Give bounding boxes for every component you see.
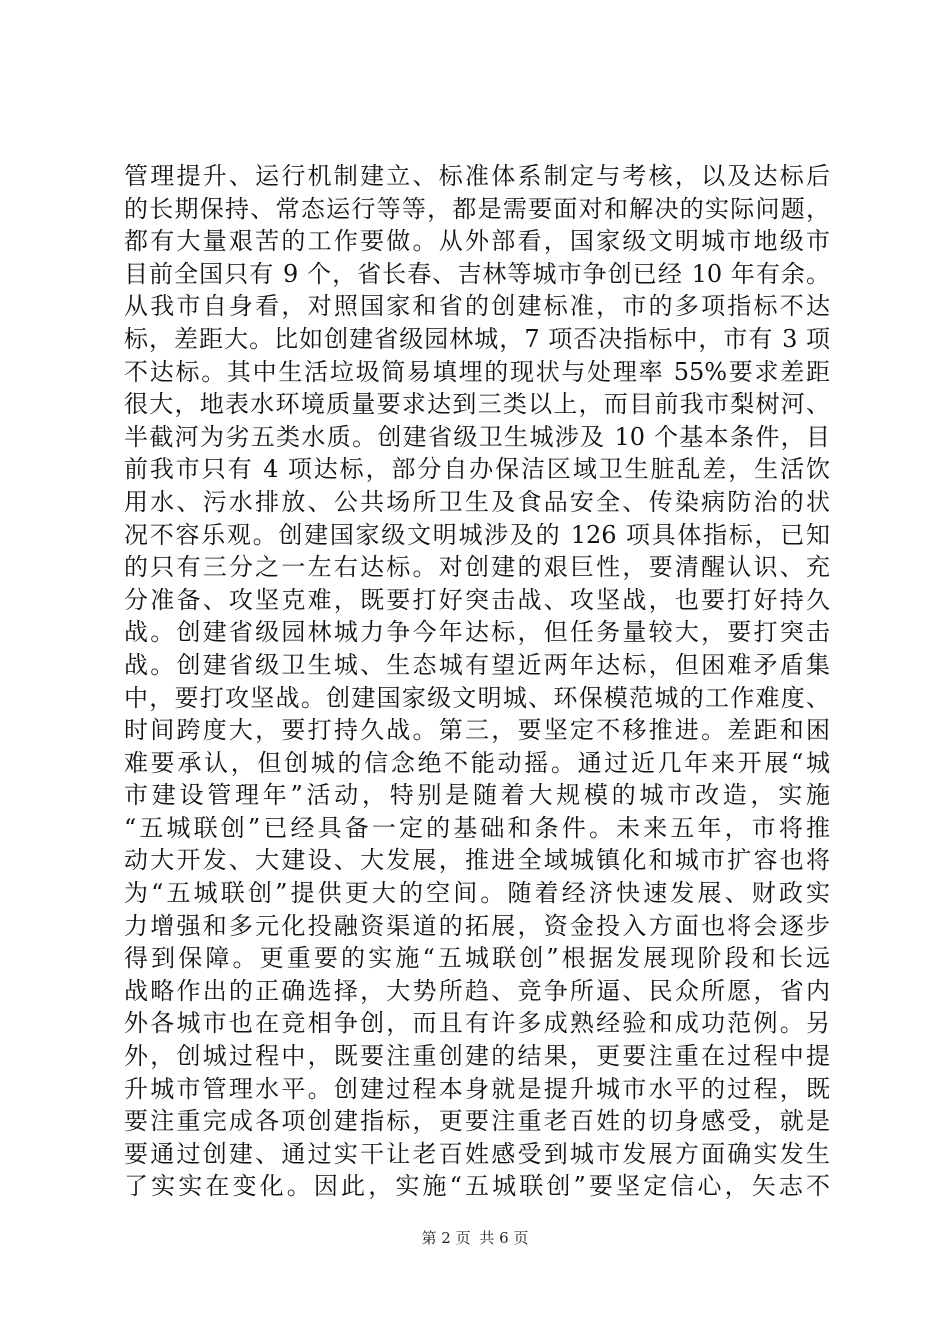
text-line: 为“五城联创”提供更大的空间。随着经济快速发展、财政实 (124, 879, 830, 908)
text-line: 外各城市也在竞相争创，而且有许多成熟经验和成功范例。另 (124, 1009, 830, 1038)
text-line: 中，要打攻坚战。创建国家级文明城、环保模范城的工作难度、 (124, 683, 830, 712)
text-line: 目前全国只有 9 个，省长春、吉林等城市争创已经 10 年有余。 (124, 259, 830, 288)
text-line: 的长期保持、常态运行等等，都是需要面对和解决的实际问题， (124, 194, 830, 223)
text-line: 要通过创建、通过实干让老百姓感受到城市发展方面确实发生 (124, 1139, 830, 1168)
text-line: 战。创建省级卫生城、生态城有望近两年达标，但困难矛盾集 (124, 650, 830, 679)
page-footer (0, 1228, 950, 1248)
body-text (124, 160, 830, 1203)
text-line: 外，创城过程中，既要注重创建的结果，更要注重在过程中提 (124, 1042, 830, 1071)
text-line: 很大，地表水环境质量要求达到三类以上，而目前我市梨树河、 (124, 390, 830, 419)
text-line: 市建设管理年”活动，特别是随着大规模的城市改造，实施 (124, 781, 830, 810)
text-line: 升城市管理水平。创建过程本身就是提升城市水平的过程，既 (124, 1074, 830, 1103)
text-line: 难要承认，但创城的信念绝不能动摇。通过近几年来开展“城 (124, 748, 830, 777)
text-line: 动大开发、大建设、大发展，推进全域城镇化和城市扩容也将 (124, 846, 830, 875)
text-line: 管理提升、运行机制建立、标准体系制定与考核，以及达标后 (124, 162, 830, 190)
text-line: 分准备、攻坚克难，既要打好突击战、攻坚战，也要打好持久 (124, 585, 830, 614)
text-line: 半截河为劣五类水质。创建省级卫生城涉及 10 个基本条件，目 (124, 422, 830, 451)
text-line: 前我市只有 4 项达标，部分自办保洁区域卫生脏乱差，生活饮 (124, 455, 830, 484)
text-line: 不达标。其中生活垃圾简易填埋的现状与处理率 55%要求差距 (124, 357, 830, 386)
text-line: 况不容乐观。创建国家级文明城涉及的 126 项具体指标，已知 (124, 520, 830, 549)
text-line: “五城联创”已经具备一定的基础和条件。未来五年，市将推 (124, 813, 830, 842)
text-line: 得到保障。更重要的实施“五城联创”根据发展现阶段和长远 (124, 944, 830, 973)
page-number: 第 2 页 (421, 1229, 471, 1247)
text-line: 战。创建省级园林城力争今年达标，但任务量较大，要打突击 (124, 618, 830, 647)
text-line: 了实实在变化。因此，实施“五城联创”要坚定信心，矢志不 (124, 1172, 830, 1201)
text-line: 从我市自身看，对照国家和省的创建标准，市的多项指标不达 (124, 292, 830, 321)
page-total: 共 6 页 (479, 1229, 529, 1247)
text-line: 时间跨度大，要打持久战。第三，要坚定不移推进。差距和困 (124, 716, 830, 745)
text-line: 要注重完成各项创建指标，更要注重老百姓的切身感受，就是 (124, 1107, 830, 1136)
text-line: 用水、污水排放、公共场所卫生及食品安全、传染病防治的状 (124, 487, 830, 516)
text-line: 标，差距大。比如创建省级园林城，7 项否决指标中，市有 3 项 (124, 324, 830, 353)
text-line: 战略作出的正确选择，大势所趋、竞争所逼、民众所愿，省内 (124, 976, 830, 1005)
text-line: 的只有三分之一左右达标。对创建的艰巨性，要清醒认识、充 (124, 553, 830, 582)
text-line: 力增强和多元化投融资渠道的拓展，资金投入方面也将会逐步 (124, 911, 830, 940)
text-line: 都有大量艰苦的工作要做。从外部看，国家级文明城市地级市 (124, 227, 830, 256)
